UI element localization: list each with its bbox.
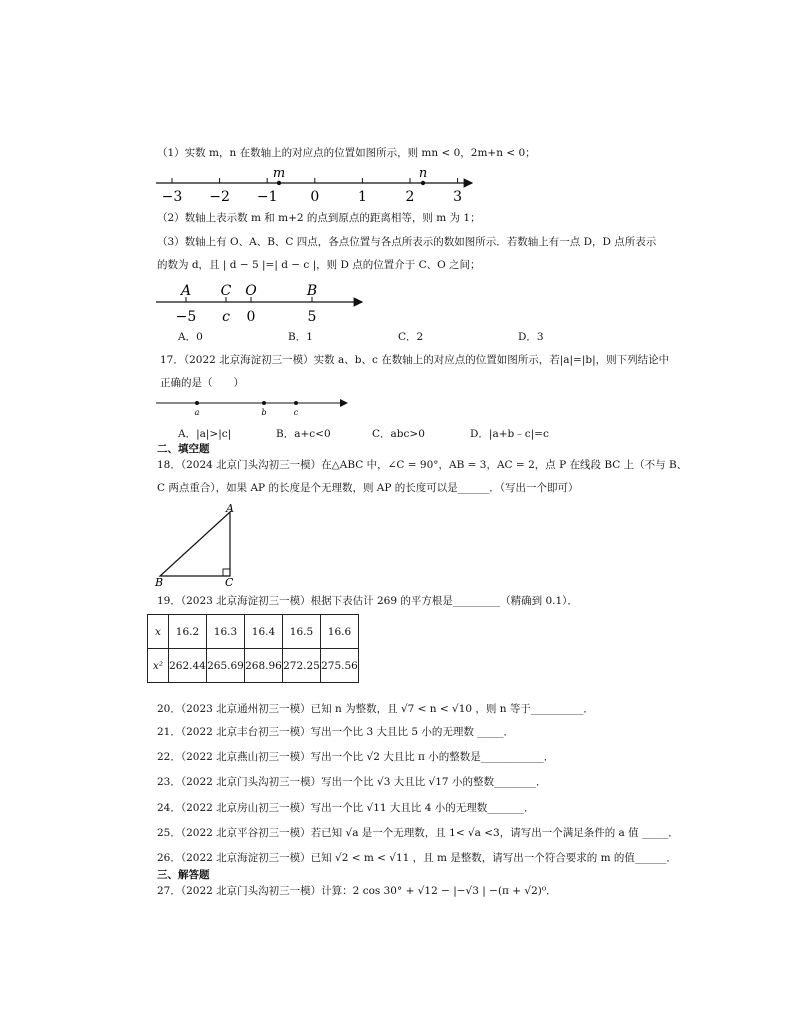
table-row	[148, 649, 359, 683]
q16-option-c[interactable]: C．2	[398, 331, 424, 343]
label-a: a	[194, 408, 200, 417]
q23: 23．（2022 北京门头沟初三一模）写出一个比 √3 大且比 √17 小的整数________．	[157, 776, 547, 788]
number-line-1	[150, 162, 480, 204]
q17-line2: 正确的是（ ）	[160, 377, 244, 389]
vertex-a: A	[226, 502, 234, 515]
right-angle-mark	[223, 569, 230, 576]
table-row	[148, 615, 359, 649]
point-value: −5	[175, 309, 197, 325]
point-letter: A	[180, 283, 192, 299]
q17-line1: 17．（2022 北京海淀初三一模）实数 a、b、c 在数轴上的对应点的位置如图所示，若|a|=|b|，则下列结论中	[160, 354, 670, 366]
table-cell: 16.4	[245, 615, 283, 649]
q22: 22．（2022 北京燕山初三一模）写出一个比 √2 大且比 π 小的整数是____________．	[157, 751, 555, 763]
point-letter: O	[245, 283, 257, 299]
q25: 25．（2022 北京平谷初三一模）若已知 √a 是一个无理数，且 1< √a <3，请写出一个满足条件的 a 值 _____．	[157, 827, 679, 839]
point-letter: C	[220, 283, 232, 299]
point-c	[294, 401, 298, 405]
q17-option-a[interactable]: A．|a|>|c|	[178, 428, 232, 440]
q16-option-b[interactable]: B．1	[288, 331, 313, 343]
q26: 26．（2022 北京海淀初三一模）已知 √2 < m < √11 ，且 m 是整数，请写出一个符合要求的 m 的值______．	[157, 852, 677, 864]
axis-tick-label: 2	[405, 189, 415, 204]
point-value: c	[222, 309, 230, 325]
label-m: m	[272, 166, 286, 181]
point-m	[277, 181, 281, 185]
q17-option-d[interactable]: D．|a+b﹣c|=c	[470, 428, 549, 440]
number-line-3	[150, 394, 355, 420]
point-value: 0	[246, 309, 256, 325]
axis-tick-label: −2	[209, 189, 230, 204]
label-n: n	[418, 166, 428, 181]
section-2-title: 二、填空题	[157, 443, 210, 455]
q17-option-b[interactable]: B．a+c<0	[276, 428, 331, 440]
square-table	[147, 614, 359, 683]
vertex-b: B	[155, 576, 164, 589]
q17-options	[178, 427, 549, 441]
table-cell: 16.3	[207, 615, 245, 649]
q16-item1: （1）实数 m，n 在数轴上的对应点的位置如图所示，则 mn < 0，2m+n < 0；	[157, 147, 536, 159]
point-value: 5	[307, 309, 317, 325]
q16-item2: （2）数轴上表示数 m 和 m+2 的点到原点的距离相等，则 m 为 1；	[157, 212, 481, 224]
q16-item3b: 的数为 d，且 | d − 5 |=| d − c |，则 D 点的位置介于 C、O 之间；	[157, 259, 481, 271]
table-cell: 262.44	[169, 649, 207, 683]
axis-tick-label: 3	[453, 189, 463, 204]
table-head-x2: x²	[148, 649, 169, 683]
q27: 27．（2022 北京门头沟初三一模）计算：2 cos 30° + √12 − |−√3 | −(π + √2)⁰．	[157, 885, 557, 897]
number-line-2	[150, 280, 370, 326]
q16-options	[178, 330, 544, 344]
axis-tick-label: −1	[256, 189, 278, 204]
point-letter: B	[306, 283, 318, 299]
q17-option-c[interactable]: C．abc>0	[372, 428, 425, 440]
label-b: b	[261, 408, 267, 417]
table-cell: 265.69	[207, 649, 245, 683]
point-a	[195, 401, 199, 405]
q16-option-a[interactable]: A．0	[178, 331, 203, 343]
point-n	[421, 181, 425, 185]
table-cell: 16.2	[169, 615, 207, 649]
section-3-title: 三、解答题	[157, 869, 210, 881]
q19-line: 19．（2023 北京海淀初三一模）根据下表估计 269 的平方根是_________（精确到 0.1）．	[157, 595, 578, 607]
triangle-abc	[160, 512, 230, 576]
q18-line2: C 两点重合），如果 AP 的长度是个无理数，则 AP 的长度可以是______．（写出一个即可）	[157, 482, 579, 494]
label-c: c	[293, 408, 299, 417]
table-cell: 16.5	[283, 615, 321, 649]
vertex-c: C	[225, 576, 234, 589]
table-head-x: x	[148, 615, 169, 649]
point-b	[262, 401, 266, 405]
q18-line1: 18．（2024 北京门头沟初三一模）在△ABC 中，∠C = 90°，AB = 3，AC = 2，点 P 在线段 BC 上（不与 B、	[157, 459, 688, 471]
q16-option-d[interactable]: D．3	[518, 331, 544, 343]
table-cell: 272.25	[283, 649, 321, 683]
q16-item3a: （3）数轴上有 O、A、B、C 四点，各点位置与各点所表示的数如图所示．若数轴上有一点 D，D 点所表示	[157, 236, 657, 248]
table-cell: 16.6	[321, 615, 359, 649]
q21: 21．（2022 北京丰台初三一模）写出一个比 3 大且比 5 小的无理数 _____．	[157, 726, 514, 738]
q24: 24．（2022 北京房山初三一模）写出一个比 √11 大且比 4 小的无理数_______．	[157, 802, 535, 814]
triangle-figure	[150, 500, 245, 590]
table-cell: 268.96	[245, 649, 283, 683]
axis-tick-label: 1	[357, 189, 367, 204]
axis-tick-label: −3	[161, 189, 183, 204]
axis-tick-label: 0	[310, 189, 320, 204]
q20: 20．（2023 北京通州初三一模）已知 n 为整数，且 √7 < n < √10 ，则 n 等于__________．	[157, 703, 594, 715]
table-cell: 275.56	[321, 649, 359, 683]
